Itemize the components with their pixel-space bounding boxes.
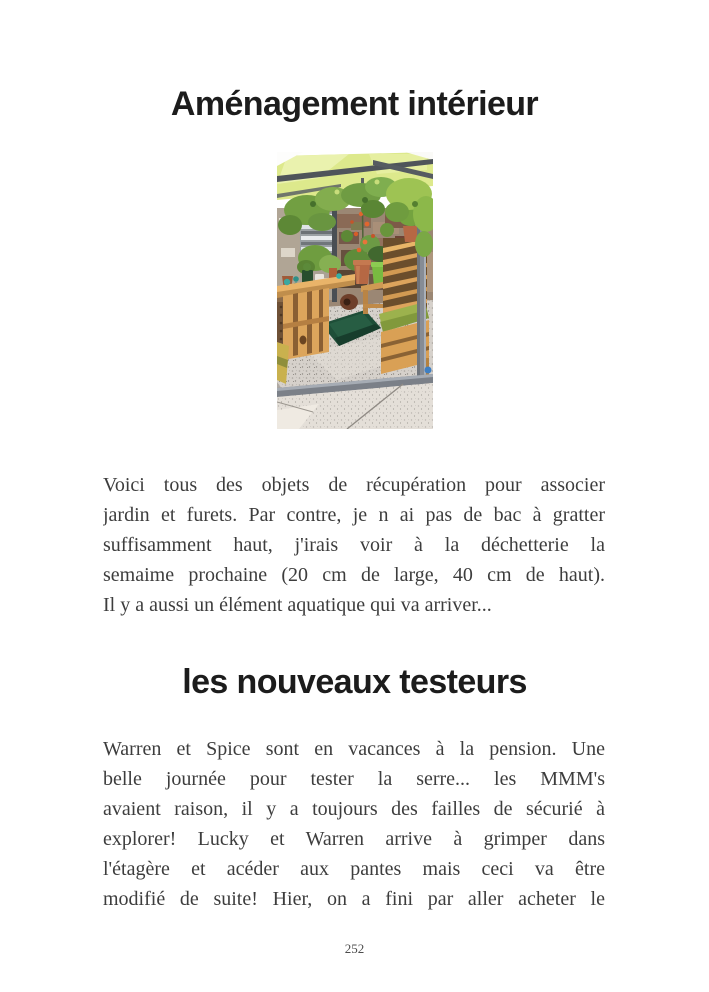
greenhouse-photo-illustration — [277, 152, 433, 429]
text-line: jardin et furets. Par contre, je n ai pas de bac à gratter — [103, 504, 605, 526]
page-title: Aménagement intérieur — [170, 85, 539, 123]
section-title-testeurs: les nouveaux testeurs — [182, 663, 527, 701]
text-line: avaient raison, il y a toujours des failles de sécurié à — [103, 798, 605, 820]
text-line: belle journée pour tester la serre... les MMM's — [103, 768, 605, 790]
text-line: semaime prochaine (20 cm de large, 40 cm de haut). — [103, 564, 605, 586]
text-line: Warren et Spice sont en vacances à la pension. Une — [103, 738, 605, 760]
text-line: Voici tous des objets de récupération pour associer — [103, 474, 605, 496]
paragraph-testeurs — [103, 734, 605, 914]
text-line: suffisamment haut, j'irais voir à la déchetterie la — [103, 534, 605, 556]
article-photo — [277, 152, 433, 429]
paragraph-recuperation — [103, 470, 605, 620]
clay-jug — [340, 294, 358, 310]
text-line: modifié de suite! Hier, on a fini par aller acheter le — [103, 888, 605, 910]
text-line: l'étagère et acéder aux pantes mais ceci va être — [103, 858, 605, 880]
text-line: explorer! Lucky et Warren arrive à grimper dans — [103, 828, 605, 850]
text-line: Il y a aussi un élément aquatique qui va arriver... — [103, 594, 492, 616]
page-number: 252 — [344, 941, 365, 956]
